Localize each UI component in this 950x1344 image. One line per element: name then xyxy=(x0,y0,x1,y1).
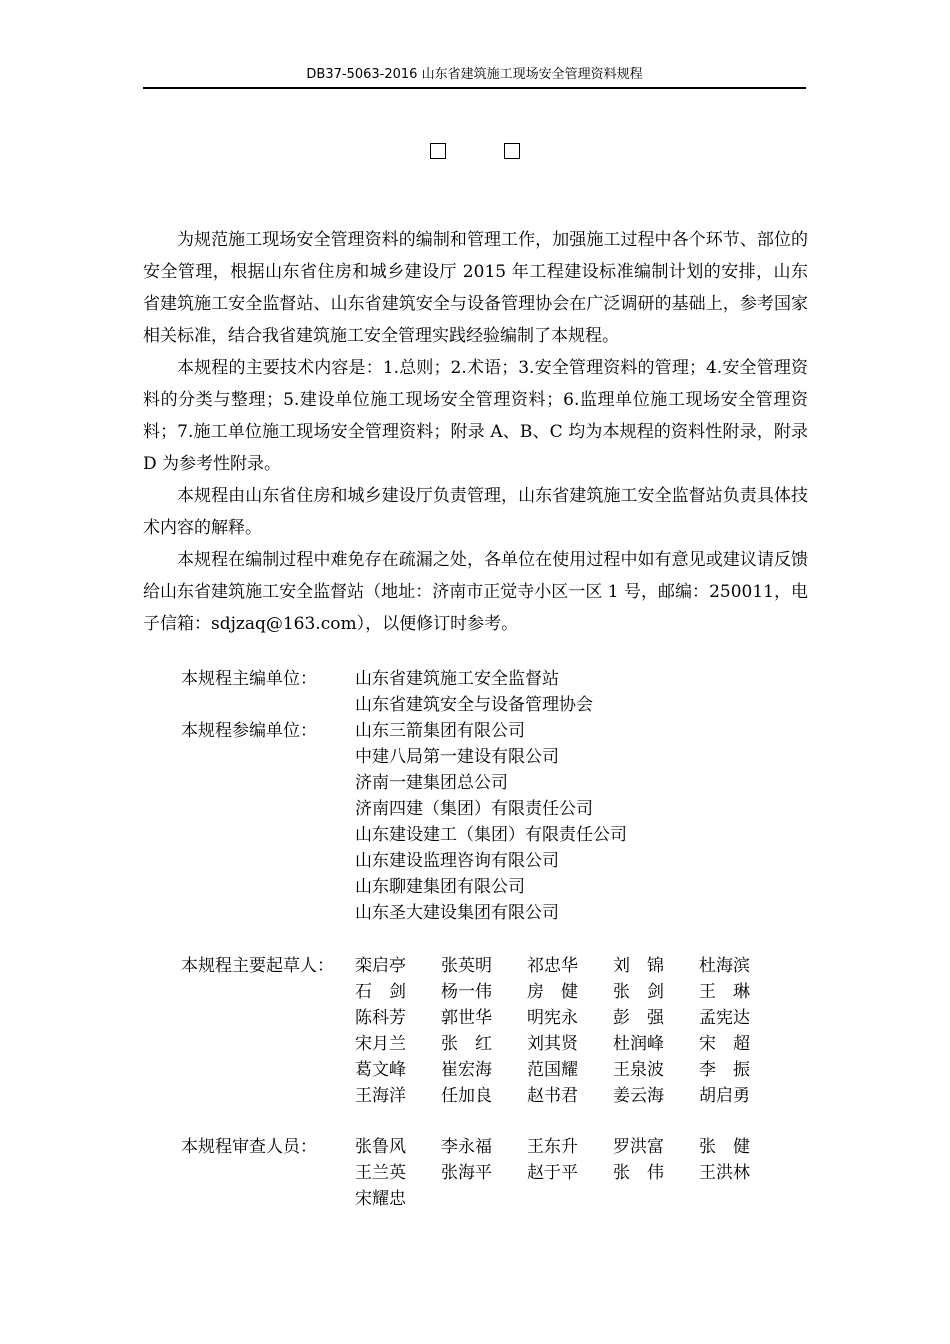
person-name: 杜海滨 xyxy=(699,956,750,976)
person-name: 张海平 xyxy=(441,1163,492,1183)
person-name: 陈科芳 xyxy=(355,1008,406,1028)
chief-unit: 山东省建筑施工安全监督站 xyxy=(355,669,559,689)
person-name: 张英明 xyxy=(441,956,492,976)
person-name: 彭 强 xyxy=(613,1008,664,1028)
person-name: 张 剑 xyxy=(613,982,664,1002)
person-name: 栾启亭 xyxy=(355,956,406,976)
person-name: 石 剑 xyxy=(355,982,406,1002)
person-name: 孟宪达 xyxy=(699,1008,750,1028)
person-name: 赵于平 xyxy=(527,1163,578,1183)
person-name: 张 健 xyxy=(699,1137,750,1157)
section-title xyxy=(0,143,950,159)
person-name: 王海洋 xyxy=(355,1086,406,1106)
person-name: 杜润峰 xyxy=(613,1034,664,1054)
paragraph: 本规程的主要技术内容是：1.总则；2.术语；3.安全管理资料的管理；4.安全管理资料的分类与整理；5.建设单位施工现场安全管理资料；6.监理单位施工现场安全管理资料；7.施工单位施工现场安全管理资料；附录 A、B、C 均为本规程的资料性附录，附录 D 为参考性附录。 xyxy=(143,358,808,474)
participating-unit: 山东聊建集团有限公司 xyxy=(355,877,525,897)
person-name: 范国耀 xyxy=(527,1060,578,1080)
person-name: 郭世华 xyxy=(441,1008,492,1028)
person-name: 杨一伟 xyxy=(441,982,492,1002)
person-name: 王兰英 xyxy=(355,1163,406,1183)
participating-unit: 山东建设建工（集团）有限责任公司 xyxy=(355,825,627,845)
person-name: 崔宏海 xyxy=(441,1060,492,1080)
participating-unit: 山东圣大建设集团有限公司 xyxy=(355,903,559,923)
person-name: 姜云海 xyxy=(613,1086,664,1106)
person-name: 张 伟 xyxy=(613,1163,664,1183)
title-glyph-box xyxy=(430,143,446,159)
participating-unit: 中建八局第一建设有限公司 xyxy=(355,747,559,767)
person-name: 刘 锦 xyxy=(613,956,664,976)
running-header: DB37-5063-2016 山东省建筑施工现场安全管理资料规程 xyxy=(306,67,643,82)
chief-units-label: 本规程主编单位： xyxy=(181,669,317,689)
person-name: 王洪林 xyxy=(699,1163,750,1183)
participating-units-label: 本规程参编单位： xyxy=(181,721,317,741)
person-name: 王 琳 xyxy=(699,982,750,1002)
reviewers-label: 本规程审查人员： xyxy=(181,1137,317,1157)
person-name: 赵书君 xyxy=(527,1086,578,1106)
person-name: 明宪永 xyxy=(527,1008,578,1028)
person-name: 张鲁风 xyxy=(355,1137,406,1157)
person-name: 张 红 xyxy=(441,1034,492,1054)
person-name: 刘其贤 xyxy=(527,1034,578,1054)
foreword-body xyxy=(143,224,808,640)
person-name: 宋耀忠 xyxy=(355,1189,406,1209)
person-name: 葛文峰 xyxy=(355,1060,406,1080)
paragraph: 为规范施工现场安全管理资料的编制和管理工作，加强施工过程中各个环节、部位的安全管理，根据山东省住房和城乡建设厅 2015 年工程建设标准编制计划的安排，山东省建筑施工安全监督站、山东省建筑安全与设备管理协会在广泛调研的基础上，参考国家相关标准，结合我省建筑施工安全管理实践经验编制了本规程。 xyxy=(143,230,808,346)
person-name: 宋 超 xyxy=(699,1034,750,1054)
person-name: 宋月兰 xyxy=(355,1034,406,1054)
paragraph: 本规程由山东省住房和城乡建设厅负责管理，山东省建筑施工安全监督站负责具体技术内容的解释。 xyxy=(143,486,808,538)
person-name: 李 振 xyxy=(699,1060,750,1080)
header-rule xyxy=(143,87,806,89)
participating-unit: 济南四建（集团）有限责任公司 xyxy=(355,799,593,819)
participating-unit: 山东建设监理咨询有限公司 xyxy=(355,851,559,871)
person-name: 任加良 xyxy=(441,1086,492,1106)
person-name: 祁忠华 xyxy=(527,956,578,976)
person-name: 罗洪富 xyxy=(613,1137,664,1157)
title-glyph-box xyxy=(504,143,520,159)
participating-unit: 济南一建集团总公司 xyxy=(355,773,508,793)
paragraph: 本规程在编制过程中难免存在疏漏之处，各单位在使用过程中如有意见或建议请反馈给山东省建筑施工安全监督站（地址：济南市正觉寺小区一区 1 号，邮编：250011，电子信箱：sdjzaq@163.com），以便修订时参考。 xyxy=(143,550,808,634)
person-name: 房 健 xyxy=(527,982,578,1002)
person-name: 王东升 xyxy=(527,1137,578,1157)
participating-unit: 山东三箭集团有限公司 xyxy=(355,721,525,741)
chief-unit: 山东省建筑安全与设备管理协会 xyxy=(355,695,593,715)
person-name: 王泉波 xyxy=(613,1060,664,1080)
person-name: 李永福 xyxy=(441,1137,492,1157)
drafters-label: 本规程主要起草人： xyxy=(181,956,334,976)
person-name: 胡启勇 xyxy=(699,1086,750,1106)
